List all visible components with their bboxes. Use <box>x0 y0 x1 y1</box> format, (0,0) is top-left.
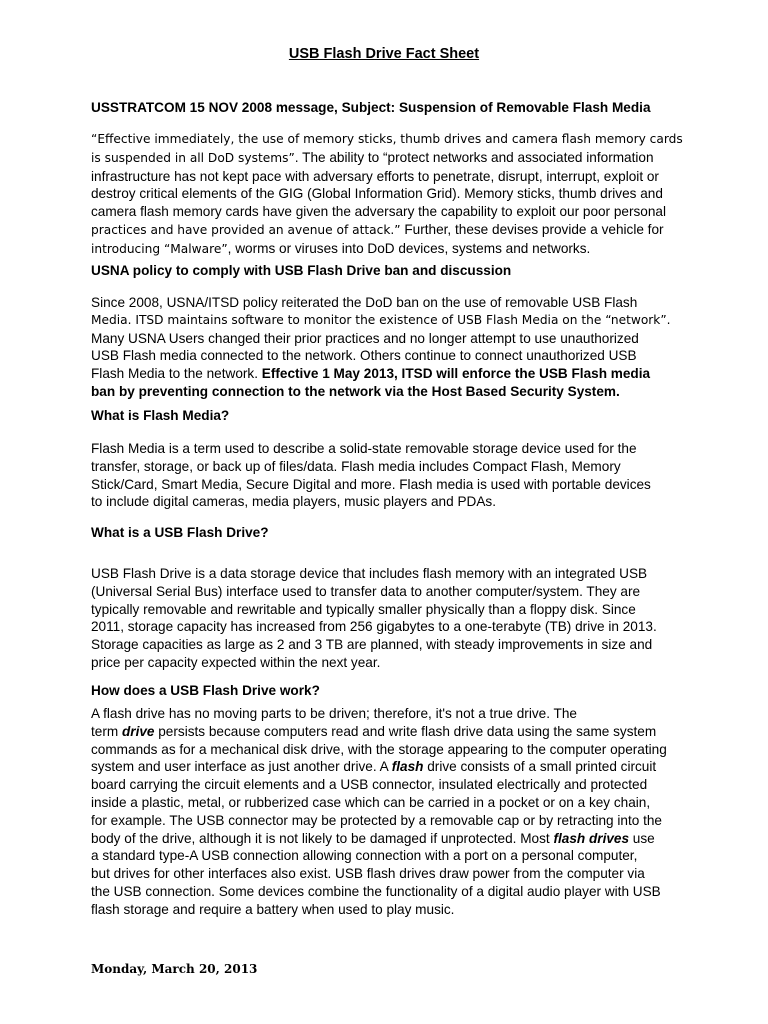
text-run: flash <box>391 759 424 775</box>
text-run: inside a plastic, metal, or rubberized case which can be carried in a pocket or on a key chain, <box>91 794 651 810</box>
text-run: The ability to “protect networks and associated information <box>298 149 654 165</box>
text-run: persists because computers read and write flash drive data using the same system <box>154 723 657 739</box>
section-body-how-it-works <box>91 705 691 919</box>
text-run: Storage capacities as large as 2 and 3 TB are planned, with steady improvements in size and <box>91 637 653 653</box>
text-run: a standard type-A USB connection allowing connection with a port on a personal computer, <box>91 848 638 864</box>
text-run: the USB connection. Some devices combine the functionality of a digital audio player with USB <box>91 883 661 899</box>
paragraph-line <box>91 312 691 330</box>
text-run: use <box>629 830 655 846</box>
paragraph-line <box>91 830 691 848</box>
text-run: flash storage and require a battery when used to play music. <box>91 901 455 917</box>
paragraph-line <box>91 185 691 203</box>
paragraph-line <box>91 601 691 619</box>
paragraph-line <box>91 583 691 601</box>
paragraph-line <box>91 758 691 776</box>
text-run: commands as for a mechanical disk drive, with the storage appearing to the computer operating <box>91 741 667 757</box>
text-run: “Effective immediately, the use of memory sticks, thumb drives and camera flash memory cards <box>91 132 683 146</box>
paragraph-line <box>91 294 691 312</box>
text-run: body of the drive, although it is not likely to be damaged if unprotected. Most <box>91 830 554 846</box>
text-run: 2011, storage capacity has increased from 256 gigabytes to a one-terabyte (TB) drive in 2013. <box>91 619 657 635</box>
text-run: Flash Media is a term used to describe a solid-state removable storage device used for the <box>91 441 637 456</box>
text-run: USB Flash Drive is a data storage device that includes flash memory with an integrated USB <box>91 566 648 581</box>
paragraph-line <box>91 741 691 759</box>
paragraph-line <box>91 901 691 919</box>
paragraph-line <box>91 365 691 383</box>
paragraph-line <box>91 636 691 654</box>
text-run: system and user interface as just another drive. A <box>91 759 392 775</box>
paragraph-line <box>91 221 691 240</box>
paragraph-line <box>91 476 691 494</box>
paragraph-line <box>91 865 691 883</box>
paragraph-line <box>91 149 691 168</box>
section-heading-usstratcom: USSTRATCOM 15 NOV 2008 message, Subject: Suspension of Removable Flash Media <box>91 100 651 115</box>
paragraph-line <box>91 203 691 221</box>
document-title: USB Flash Drive Fact Sheet <box>288 46 480 62</box>
text-run: transfer, storage, or back up of files/data. Flash media includes Compact Flash, Memory <box>91 458 621 474</box>
section-heading-usna-policy: USNA policy to comply with USB Flash Drive ban and discussion <box>91 263 512 278</box>
text-run: drive <box>121 723 155 739</box>
footer-date: Monday, March 20, 2013 <box>91 962 258 976</box>
paragraph-line <box>91 723 691 741</box>
text-run: to include digital cameras, media players, music players and PDAs. <box>91 494 496 510</box>
text-run: Media. ITSD maintains software to monitor the existence of USB Flash Media on the “network”. <box>91 312 671 327</box>
paragraph-line <box>91 440 691 458</box>
text-run: is suspended in all DoD systems”. <box>91 150 299 165</box>
text-run: (Universal Serial Bus) interface used to transfer data to another computer/system. They are <box>91 583 641 599</box>
paragraph-line <box>91 812 691 830</box>
paragraph-line <box>91 168 691 186</box>
text-run: USB Flash media connected to the network. Others continue to connect unauthorized USB <box>91 348 637 364</box>
paragraph-line <box>91 347 691 365</box>
section-body-usb-flash-drive <box>91 565 691 672</box>
text-run: for example. The USB connector may be protected by a removable cap or by retracting into the <box>91 812 662 828</box>
text-run: Stick/Card, Smart Media, Secure Digital and more. Flash media is used with portable devices <box>91 476 651 492</box>
paragraph-line <box>91 776 691 794</box>
text-run: practices and have provided an avenue of attack.” <box>91 222 401 237</box>
text-run: Effective 1 May 2013, ITSD will enforce the USB Flash media <box>261 366 651 382</box>
text-run: Flash Media to the network. <box>91 366 262 382</box>
section-heading-flash-media: What is Flash Media? <box>91 408 230 423</box>
paragraph-line <box>91 493 691 511</box>
section-heading-usb-flash-drive: What is a USB Flash Drive? <box>91 525 269 540</box>
text-run: infrastructure has not kept pace with adversary efforts to penetrate, disrupt, interrupt, exploit or <box>91 168 659 184</box>
text-run: A flash drive has no moving parts to be driven; therefore, it's not a true drive. The <box>91 706 577 721</box>
text-run: price per capacity expected within the next year. <box>91 654 381 670</box>
text-run: camera flash memory cards have given the adversary the capability to exploit our poor personal <box>91 204 667 220</box>
paragraph-line <box>91 131 691 149</box>
text-run: introducing “Malware” <box>91 241 228 256</box>
paragraph-line <box>91 240 691 259</box>
text-run: Many USNA Users changed their prior practices and no longer attempt to use unauthorized <box>91 330 639 346</box>
section-body-usna-policy <box>91 294 691 401</box>
section-body-flash-media <box>91 440 691 511</box>
paragraph-line <box>91 794 691 812</box>
text-run: Further, these devises provide a vehicle for <box>400 221 664 237</box>
text-run: but drives for other interfaces also exist. USB flash drives draw power from the computer via <box>91 866 645 882</box>
paragraph-line <box>91 565 691 583</box>
section-heading-how-it-works: How does a USB Flash Drive work? <box>91 683 320 698</box>
paragraph-line <box>91 847 691 865</box>
paragraph-line <box>91 654 691 672</box>
paragraph-line <box>91 705 691 723</box>
paragraph-line <box>91 883 691 901</box>
text-run: , worms or viruses into DoD devices, systems and networks. <box>227 240 591 256</box>
paragraph-line <box>91 383 691 401</box>
section-body-usstratcom <box>91 131 691 259</box>
text-run: ban by preventing connection to the network via the Host Based Security System. <box>91 383 620 399</box>
text-run: destroy critical elements of the GIG (Global Information Grid). Memory sticks, thumb drives and <box>91 186 663 202</box>
text-run: term <box>91 723 122 739</box>
paragraph-line <box>91 618 691 636</box>
text-run: Since 2008, USNA/ITSD policy reiterated the DoD ban on the use of removable USB Flash <box>91 295 638 310</box>
paragraph-line <box>91 330 691 348</box>
text-run: board carrying the circuit elements and a USB connector, insulated electrically and protected <box>91 777 648 793</box>
text-run: typically removable and rewritable and typically smaller physically than a floppy disk. Since <box>91 601 636 617</box>
text-run: flash drives <box>553 830 630 846</box>
paragraph-line <box>91 458 691 476</box>
text-run: drive consists of a small printed circuit <box>423 759 657 775</box>
